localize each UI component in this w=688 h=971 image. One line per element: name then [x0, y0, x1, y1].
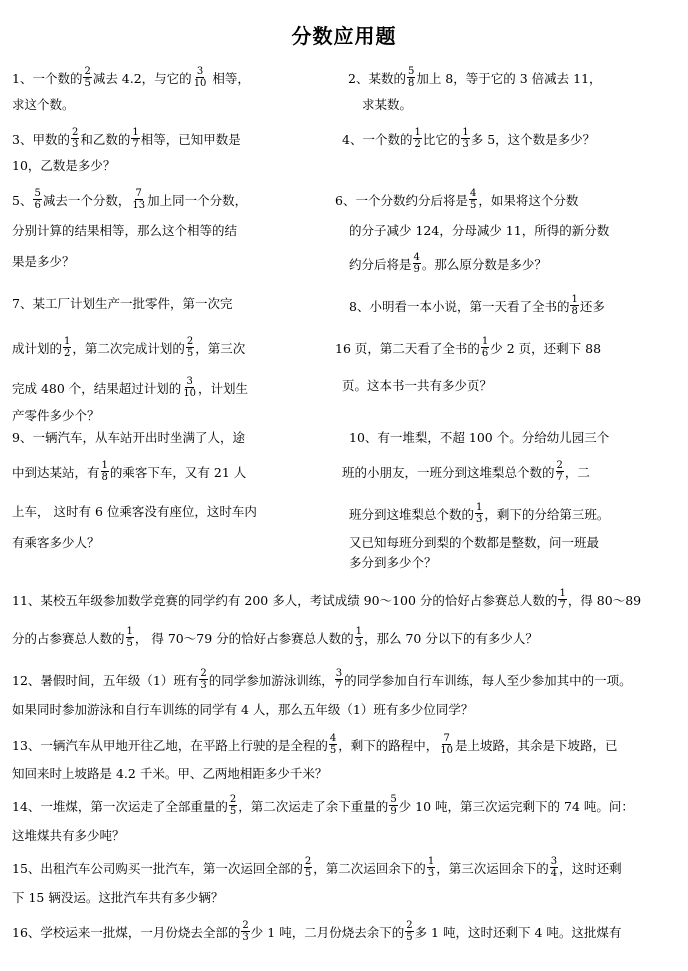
problem-2-line-2: 求某数。 — [362, 97, 413, 112]
problem-14-line-2: 这堆煤共有多少吨？ — [12, 828, 125, 843]
problem-12-line-1: 12、暑假时间，五年级（1）班有 $\frac{2}{3}$ 的同学参加游泳训练， $\frac{3}{7}$ 的同学参加自行车训练，每人至少参加其中的一项。 — [12, 668, 632, 691]
fraction: $\frac{2}{5}$ — [304, 856, 312, 879]
fraction: $\frac{2}{7}$ — [556, 460, 563, 483]
problem-9-line-2: 中到达某站，有 $\frac{1}{8}$ 的乘客下车，又有 21 人 — [12, 460, 247, 483]
problem-7-line-4: 产零件多少个？ — [12, 408, 100, 423]
fraction: $\frac{3}{7}$ — [335, 668, 343, 691]
problem-10-line-5: 多分到多少个？ — [349, 555, 437, 570]
problem-6-line-2: 的分子减少 124，分母减少 11，所得的新分数 — [349, 223, 610, 238]
problem-10-line-1: 10、有一堆梨，不超 100 个。分给幼儿园三个 — [349, 430, 610, 445]
problem-4-line-1: 4、一个数的 $\frac{1}{2}$ 比它的 $\frac{1}{3}$ 多 5，这个数是多少？ — [342, 127, 596, 150]
problem-11-line-2: 分的占参赛总人数的 $\frac{1}{5}$ ， 得 70～79 分的恰好占参赛总人数的 $\frac{1}{3}$ ，那么 70 分以下的有多少人？ — [12, 626, 538, 649]
problem-3-line-2: 10，乙数是多少？ — [12, 158, 116, 173]
fraction: $\frac{2}{3}$ — [242, 920, 249, 943]
problem-5-line-1: 5、 $\frac{5}{6}$ 减去一个分数， $\frac{7}{13}$ 加上同一个分数， — [12, 188, 248, 211]
fraction: $\frac{1}{3}$ — [355, 626, 362, 649]
fraction: $\frac{4}{5}$ — [329, 733, 337, 756]
fraction: $\frac{7}{10}$ — [440, 733, 454, 756]
fraction: $\frac{1}{3}$ — [476, 502, 483, 525]
problem-9-line-1: 9、一辆汽车，从车站开出时坐满了人，途 — [12, 430, 245, 445]
problem-13-line-2: 知回来时上坡路是 4.2 千米。甲、乙两地相距多少千米？ — [12, 766, 328, 781]
problem-11-line-1: 11、某校五年级参加数学竞赛的同学约有 200 多人，考试成绩 90～100 分的恰好占参赛总人数的 $\frac{1}{7}$ ，得 80～89 — [12, 588, 642, 611]
fraction: $\frac{1}{2}$ — [414, 127, 421, 150]
fraction: $\frac{1}{8}$ — [571, 294, 578, 317]
fraction: $\frac{4}{5}$ — [469, 188, 477, 211]
fraction: $\frac{1}{7}$ — [132, 127, 139, 150]
fraction: $\frac{2}{3}$ — [71, 127, 79, 150]
problem-16-line-1: 16、学校运来一批煤，一月份烧去全部的 $\frac{2}{3}$ 少 1 吨，二月份烧去余下的 $\frac{2}{5}$ 多 1 吨，这时还剩下 4 吨。这批煤有 — [12, 920, 622, 943]
page-title: 分数应用题 — [291, 24, 397, 48]
fraction: $\frac{1}{3}$ — [427, 856, 435, 879]
fraction: $\frac{2}{5}$ — [186, 336, 194, 359]
fraction: $\frac{2}{5}$ — [84, 66, 91, 89]
problem-1-line-1: 1、一个数的 $\frac{2}{5}$ 减去 4.2，与它的 $\frac{3}{10}$ 相等， — [12, 66, 250, 89]
fraction: $\frac{5}{9}$ — [390, 794, 397, 817]
problem-10-line-3: 班分到这堆梨总个数的 $\frac{1}{3}$ ，剩下的分给第三班。 — [349, 502, 610, 525]
problem-10-line-4: 又已知每班分到梨的个数都是整数，问一班最 — [349, 535, 600, 550]
problem-6-line-1: 6、一个分数约分后将是 $\frac{4}{5}$ ，如果将这个分数 — [335, 188, 579, 211]
fraction: $\frac{3}{4}$ — [550, 856, 558, 879]
fraction: $\frac{5}{6}$ — [34, 188, 41, 211]
fraction: $\frac{1}{3}$ — [462, 127, 469, 150]
problem-7-line-3: 完成 480 个，结果超过计划的 $\frac{3}{10}$ ，计划生 — [12, 376, 249, 399]
problem-6-line-3: 约分后将是 $\frac{4}{9}$ 。那么原分数是多少？ — [349, 252, 547, 275]
fraction: $\frac{1}{6}$ — [481, 336, 489, 359]
problem-7-line-1: 7、某工厂计划生产一批零件，第一次完 — [12, 296, 233, 311]
fraction: $\frac{3}{10}$ — [193, 66, 207, 89]
problem-5-line-3: 果是多少？ — [12, 254, 75, 269]
problem-1-line-2: 求这个数。 — [12, 97, 75, 112]
fraction: $\frac{2}{5}$ — [229, 794, 237, 817]
fraction: $\frac{3}{10}$ — [183, 376, 197, 399]
fraction: $\frac{1}{8}$ — [101, 460, 108, 483]
fraction: $\frac{1}{2}$ — [64, 336, 71, 359]
fraction: $\frac{5}{8}$ — [407, 66, 415, 89]
problem-15-line-2: 下 15 辆没运。这批汽车共有多少辆？ — [12, 890, 224, 905]
fraction: $\frac{2}{3}$ — [200, 668, 207, 691]
problem-3-line-1: 3、甲数的 $\frac{2}{3}$ 和乙数的 $\frac{1}{7}$ 相等，已知甲数是 — [12, 127, 241, 150]
problem-8-line-1: 8、小明看一本小说，第一天看了全书的 $\frac{1}{8}$ 还多 — [349, 294, 605, 317]
problem-8-line-3: 页。这本书一共有多少页？ — [342, 378, 493, 393]
problem-15-line-1: 15、出租汽车公司购买一批汽车，第一次运回全部的 $\frac{2}{5}$ ，第二次运回余下的 $\frac{1}{3}$ ，第三次运回余下的 $\frac{3}{4}$ ，这时还剩 — [12, 856, 622, 879]
problem-13-line-1: 13、一辆汽车从甲地开往乙地，在平路上行驶的是全程的 $\frac{4}{5}$ ，剩下的路程中， $\frac{7}{10}$ 是上坡路，其余是下坡路，已 — [12, 733, 618, 756]
problem-8-line-2: 16 页，第二天看了全书的 $\frac{1}{6}$ 少 2 页，还剩下 88 — [335, 336, 602, 359]
problem-9-line-4: 有乘客多少人？ — [12, 535, 100, 550]
problem-9-line-3: 上车， 这时有 6 位乘客没有座位，这时车内 — [12, 504, 257, 519]
problem-7-line-2: 成计划的 $\frac{1}{2}$ ，第二次完成计划的 $\frac{2}{5}$ ，第三次 — [12, 336, 246, 359]
problem-2-line-1: 2、某数的 $\frac{5}{8}$ 加上 8，等于它的 3 倍减去 11， — [348, 66, 602, 89]
fraction: $\frac{1}{5}$ — [126, 626, 133, 649]
problem-10-line-2: 班的小朋友，一班分到这堆梨总个数的 $\frac{2}{7}$ ，二 — [342, 460, 590, 483]
problem-14-line-1: 14、一堆煤，第一次运走了全部重量的 $\frac{2}{5}$ ，第二次运走了余下重量的 $\frac{5}{9}$ 少 10 吨，第三次运完剩下的 74 吨。问： — [12, 794, 634, 817]
problem-5-line-2: 分别计算的结果相等，那么这个相等的结 — [12, 223, 238, 238]
fraction: $\frac{1}{7}$ — [559, 588, 566, 611]
fraction: $\frac{4}{9}$ — [413, 252, 420, 275]
fraction: $\frac{2}{5}$ — [406, 920, 413, 943]
fraction: $\frac{7}{13}$ — [132, 188, 146, 211]
problem-12-line-2: 如果同时参加游泳和自行车训练的同学有 4 人，那么五年级（1）班有多少位同学？ — [12, 702, 474, 717]
